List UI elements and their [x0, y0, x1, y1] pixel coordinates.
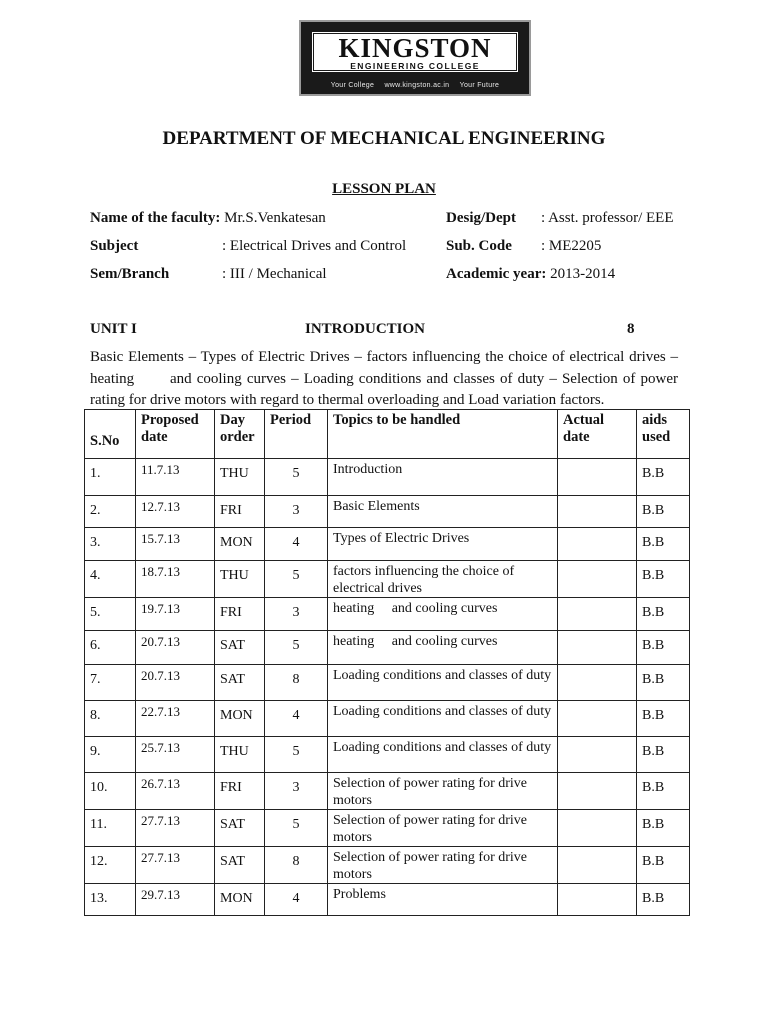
unit-title: INTRODUCTION — [305, 321, 426, 337]
table-header-row — [85, 410, 690, 459]
cell-period: 3 — [265, 496, 328, 528]
table-row — [85, 528, 690, 561]
department-heading: DEPARTMENT OF MECHANICAL ENGINEERING — [162, 128, 606, 149]
cell-aids: B.B — [637, 701, 690, 737]
cell-aids: B.B — [637, 561, 690, 598]
cell-sno: 13. — [85, 884, 136, 916]
cell-proposed-date: 20.7.13 — [136, 631, 215, 665]
cell-aids: B.B — [637, 496, 690, 528]
cell-aids: B.B — [637, 737, 690, 773]
cell-actual-date — [558, 528, 637, 561]
cell-proposed-date: 26.7.13 — [136, 773, 215, 810]
cell-topic: Selection of power rating for drive motors — [328, 810, 558, 847]
logo-nameplate — [311, 31, 519, 73]
cell-topic: heating and cooling curves — [328, 631, 558, 665]
header-period: Period — [265, 410, 328, 459]
cell-day-order: FRI — [215, 496, 265, 528]
cell-day-order: SAT — [215, 847, 265, 884]
cell-day-order: SAT — [215, 631, 265, 665]
header-proposed-date: Proposed date — [136, 410, 215, 459]
faculty-field — [90, 209, 326, 227]
cell-topic: Loading conditions and classes of duty — [328, 737, 558, 773]
lesson-plan-title: LESSON PLAN — [332, 181, 436, 197]
cell-actual-date — [558, 884, 637, 916]
header-sno: S.No — [85, 410, 136, 459]
cell-actual-date — [558, 810, 637, 847]
cell-period: 8 — [265, 847, 328, 884]
cell-proposed-date: 15.7.13 — [136, 528, 215, 561]
cell-actual-date — [558, 701, 637, 737]
logo-tagline — [301, 82, 529, 89]
cell-period: 3 — [265, 598, 328, 631]
desig-field — [446, 209, 516, 227]
table-row — [85, 884, 690, 916]
cell-period: 4 — [265, 701, 328, 737]
cell-period: 5 — [265, 737, 328, 773]
sem-value: : III / Mechanical — [222, 266, 327, 282]
cell-topic: heating and cooling curves — [328, 598, 558, 631]
cell-proposed-date: 20.7.13 — [136, 665, 215, 701]
cell-actual-date — [558, 459, 637, 496]
cell-aids: B.B — [637, 810, 690, 847]
table-body — [85, 459, 690, 916]
year-label: Academic year: — [446, 266, 547, 282]
cell-sno: 11. — [85, 810, 136, 847]
table-row — [85, 737, 690, 773]
lesson-plan-table — [84, 409, 690, 916]
cell-topic: Problems — [328, 884, 558, 916]
cell-actual-date — [558, 496, 637, 528]
cell-proposed-date: 27.7.13 — [136, 810, 215, 847]
cell-aids: B.B — [637, 528, 690, 561]
header-actual-date: Actual date — [558, 410, 637, 459]
cell-aids: B.B — [637, 665, 690, 701]
description-line: Basic Elements – Types of Electric Drives – factors influencing the choice of electrical drives – — [90, 349, 678, 365]
unit-description — [90, 347, 678, 412]
cell-sno: 12. — [85, 847, 136, 884]
subject-label: Subject — [90, 238, 139, 254]
table-row — [85, 561, 690, 598]
cell-actual-date — [558, 737, 637, 773]
header-topics: Topics to be handled — [328, 410, 558, 459]
unit-number: UNIT I — [90, 321, 137, 337]
table-row — [85, 496, 690, 528]
cell-sno: 8. — [85, 701, 136, 737]
cell-proposed-date: 19.7.13 — [136, 598, 215, 631]
cell-day-order: THU — [215, 737, 265, 773]
cell-topic: Loading conditions and classes of duty — [328, 701, 558, 737]
cell-sno: 2. — [85, 496, 136, 528]
sem-label: Sem/Branch — [90, 266, 170, 282]
subject-value: : Electrical Drives and Control — [222, 238, 407, 254]
cell-period: 5 — [265, 459, 328, 496]
description-line: rating for drive motors with regard to thermal overloading and Load variation factors. — [90, 392, 605, 408]
cell-day-order: FRI — [215, 598, 265, 631]
header-aids: aids used — [637, 410, 690, 459]
table-row — [85, 773, 690, 810]
cell-period: 5 — [265, 561, 328, 598]
cell-actual-date — [558, 631, 637, 665]
cell-period: 8 — [265, 665, 328, 701]
cell-topic: Basic Elements — [328, 496, 558, 528]
subcode-value: : ME2205 — [541, 238, 602, 254]
table-row — [85, 701, 690, 737]
cell-proposed-date: 27.7.13 — [136, 847, 215, 884]
cell-day-order: THU — [215, 459, 265, 496]
cell-day-order: SAT — [215, 810, 265, 847]
cell-day-order: FRI — [215, 773, 265, 810]
cell-aids: B.B — [637, 598, 690, 631]
cell-period: 4 — [265, 884, 328, 916]
desig-label: Desig/Dept — [446, 210, 516, 226]
logo-tagline-part: Your Future — [459, 82, 500, 89]
cell-proposed-date: 12.7.13 — [136, 496, 215, 528]
cell-sno: 1. — [85, 459, 136, 496]
description-line: heating and cooling curves – Loading conditions and classes of duty – Selection of power — [90, 370, 678, 387]
cell-day-order: SAT — [215, 665, 265, 701]
cell-aids: B.B — [637, 459, 690, 496]
cell-topic: Introduction — [328, 459, 558, 496]
faculty-label: Name of the faculty: — [90, 210, 221, 226]
cell-period: 3 — [265, 773, 328, 810]
cell-actual-date — [558, 598, 637, 631]
year-value: 2013-2014 — [550, 266, 616, 282]
cell-sno: 3. — [85, 528, 136, 561]
cell-topic: Selection of power rating for drive motors — [328, 847, 558, 884]
year-field — [446, 265, 615, 283]
cell-period: 5 — [265, 810, 328, 847]
cell-topic: Loading conditions and classes of duty — [328, 665, 558, 701]
logo-tagline-part: Your College — [330, 82, 375, 89]
cell-day-order: MON — [215, 701, 265, 737]
header-day-order: Day order — [215, 410, 265, 459]
desig-value: : Asst. professor/ EEE — [541, 210, 674, 226]
cell-proposed-date: 29.7.13 — [136, 884, 215, 916]
cell-actual-date — [558, 847, 637, 884]
table-row — [85, 631, 690, 665]
cell-sno: 5. — [85, 598, 136, 631]
cell-actual-date — [558, 773, 637, 810]
unit-hours: 8 — [627, 321, 635, 337]
cell-day-order: THU — [215, 561, 265, 598]
college-logo — [299, 20, 531, 96]
logo-tagline-url: www.kingston.ac.in — [384, 82, 450, 89]
cell-aids: B.B — [637, 884, 690, 916]
table-row — [85, 598, 690, 631]
cell-day-order: MON — [215, 528, 265, 561]
cell-actual-date — [558, 561, 637, 598]
cell-sno: 4. — [85, 561, 136, 598]
table-row — [85, 459, 690, 496]
cell-day-order: MON — [215, 884, 265, 916]
cell-sno: 6. — [85, 631, 136, 665]
cell-proposed-date: 22.7.13 — [136, 701, 215, 737]
cell-topic: factors influencing the choice of electrical drives — [328, 561, 558, 598]
cell-proposed-date: 18.7.13 — [136, 561, 215, 598]
cell-sno: 10. — [85, 773, 136, 810]
cell-aids: B.B — [637, 847, 690, 884]
cell-period: 5 — [265, 631, 328, 665]
cell-topic: Types of Electric Drives — [328, 528, 558, 561]
cell-period: 4 — [265, 528, 328, 561]
logo-college-subtitle: ENGINEERING COLLEGE — [350, 61, 480, 71]
cell-actual-date — [558, 665, 637, 701]
logo-college-name: KINGSTON — [338, 33, 492, 63]
cell-aids: B.B — [637, 631, 690, 665]
cell-topic: Selection of power rating for drive motors — [328, 773, 558, 810]
table-row — [85, 665, 690, 701]
cell-sno: 7. — [85, 665, 136, 701]
cell-proposed-date: 11.7.13 — [136, 459, 215, 496]
faculty-value: Mr.S.Venkatesan — [224, 210, 326, 226]
cell-proposed-date: 25.7.13 — [136, 737, 215, 773]
subcode-label: Sub. Code — [446, 238, 512, 254]
cell-aids: B.B — [637, 773, 690, 810]
table-row — [85, 810, 690, 847]
cell-sno: 9. — [85, 737, 136, 773]
table-row — [85, 847, 690, 884]
